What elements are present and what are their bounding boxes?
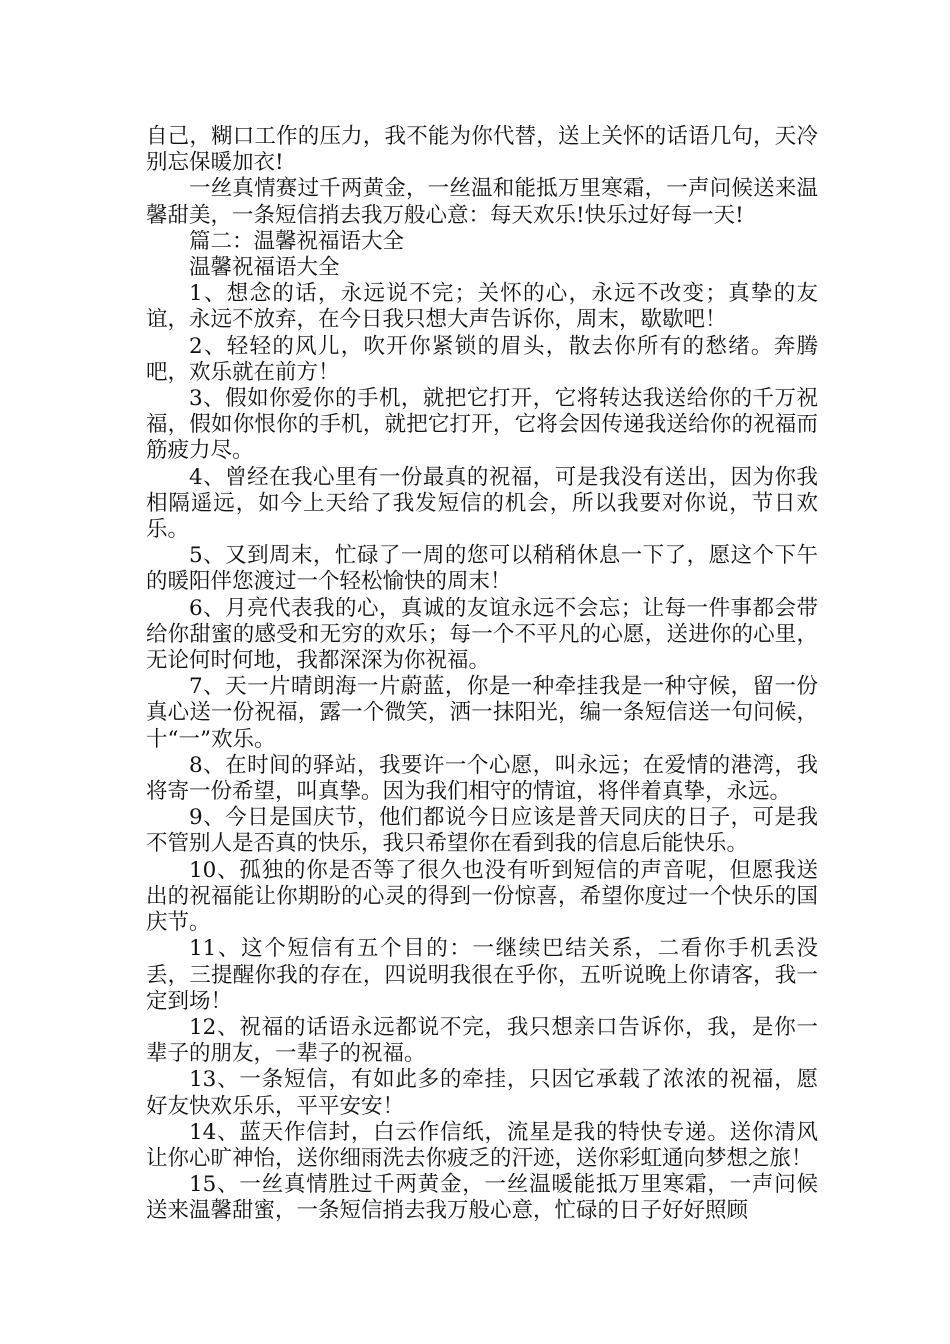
list-item-7: 7、天一片晴朗海一片蔚蓝，你是一种牵挂我是一种守候，留一份真心送一份祝福，露一个微笑，洒一抹阳光，编一条短信送一句问候，十“一”欢乐。 — [146, 674, 818, 752]
section-title: 温馨祝福语大全 — [189, 255, 340, 281]
list-item-6: 6、月亮代表我的心，真诚的友谊永远不会忘；让每一件事都会带给你甜蜜的感受和无穷的欢乐；每一个不平凡的心愿，送进你的心里，无论何时何地，我都深深为你祝福。 — [146, 595, 818, 674]
list-item-12: 12、祝福的话语永远都说不完，我只想亲口告诉你，我，是你一辈子的朋友，一辈子的祝福。 — [146, 1014, 818, 1067]
list-item-2: 2、轻轻的风儿，吹开你紧锁的眉头，散去你所有的愁绪。奔腾吧，欢乐就在前方！ — [146, 333, 818, 385]
list-item-10: 10、孤独的你是否等了很久也没有听到短信的声音呢，但愿我送出的祝福能让你期盼的心灵的得到一份惊喜，希望你度过一个快乐的国庆节。 — [146, 857, 818, 936]
document-page — [146, 124, 818, 1225]
list-item-15: 15、一丝真情胜过千两黄金，一丝温暖能抵万里寒霜，一声问候送来温馨甜蜜，一条短信捎去我万般心意，忙碌的日子好好照顾 — [146, 1172, 818, 1224]
list-item-14: 14、蓝天作信封，白云作信纸，流星是我的特快专递。送你清风让你心旷神怡，送你细雨洗去你疲乏的汗迹，送你彩虹通向梦想之旅！ — [146, 1119, 818, 1171]
list-item-11: 11、这个短信有五个目的：一继续巴结关系，二看你手机丢没丢，三提醒你我的存在，四说明我很在乎你，五听说晚上你请客，我一定到场！ — [146, 936, 818, 1014]
list-item-9: 9、今日是国庆节，他们都说今日应该是普天同庆的日子，可是我不管别人是否真的快乐，我只希望你在看到我的信息后能快乐。 — [146, 805, 818, 857]
list-item-13: 13、一条短信，有如此多的牵挂，只因它承载了浓浓的祝福，愿好友快欢乐乐，平平安安！ — [146, 1067, 818, 1119]
section-heading: 篇二：温馨祝福语大全 — [189, 228, 405, 254]
paragraph-continuation: 自己，糊口工作的压力，我不能为你代替，送上关怀的话语几句，天冷别忘保暖加衣! — [146, 124, 818, 176]
list-item-1: 1、想念的话，永远说不完；关怀的心，永远不改变；真挚的友谊，永远不放弃，在今日我只想大声告诉你，周末，歇歇吧！ — [146, 281, 818, 333]
list-item-5: 5、又到周末，忙碌了一周的您可以稍稍休息一下了，愿这个下午的暖阳伴您渡过一个轻松愉快的周末！ — [146, 543, 818, 595]
list-item-4: 4、曾经在我心里有一份最真的祝福，可是我没有送出，因为你我相隔遥远，如今上天给了我发短信的机会，所以我要对你说，节日欢乐。 — [146, 464, 818, 543]
paragraph-blessing-intro: 一丝真情赛过千两黄金，一丝温和能抵万里寒霜，一声问候送来温馨甜美，一条短信捎去我万般心意：每天欢乐!快乐过好每一天! — [146, 176, 818, 228]
list-item-3: 3、假如你爱你的手机，就把它打开，它将转达我送给你的千万祝福，假如你恨你的手机，就把它打开，它将会因传递我送给你的祝福而筋疲力尽。 — [146, 386, 818, 464]
list-item-8: 8、在时间的驿站，我要许一个心愿，叫永远；在爱情的港湾，我将寄一份希望，叫真挚。因为我们相守的情谊，将伴着真挚，永远。 — [146, 752, 818, 805]
